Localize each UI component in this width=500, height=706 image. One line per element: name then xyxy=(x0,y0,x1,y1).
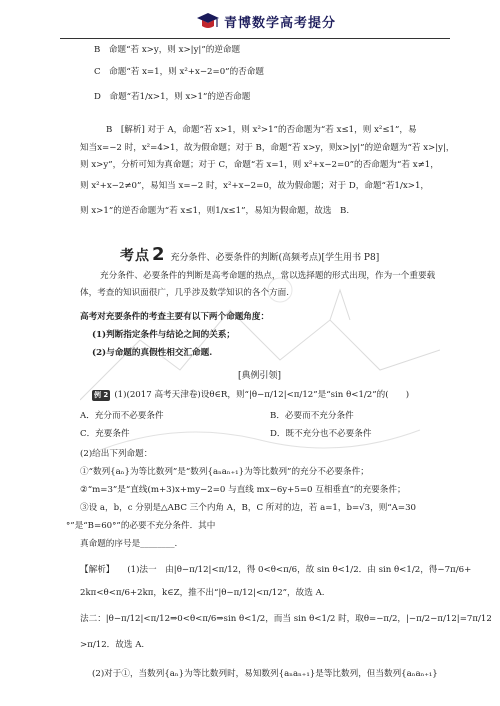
section-label: 考点 xyxy=(120,248,150,264)
choice-a: A．充分而不必要条件 xyxy=(80,411,164,421)
header-logo xyxy=(195,8,336,34)
choice-c: C．充要条件 xyxy=(80,429,130,439)
angle-2: (2)与命题的真假性相交汇命题. xyxy=(92,348,213,358)
option-c-line: C 命题“若 x=1，则 x²+x−2=0”的否命题 xyxy=(94,67,264,77)
example-tab: [典例引领] xyxy=(238,371,282,381)
analysis-line-5: 则 x>1”的逆否命题为“若 x≤1，则1/x≤1”，易知为假命题，故选 B. xyxy=(80,206,350,216)
answer-blank: 真命题的序号是________. xyxy=(80,539,178,549)
analysis-line-2: 知当x=−2 时，x²=4>1，故为假命题；对于 B，命题“若 x>y，则x>|y|”的逆命题为“若 x>|y|， xyxy=(80,143,455,153)
angles-heading: 高考对充要条件的考查主要有以下两个命题角度： xyxy=(80,312,270,322)
analysis-line-1: B [解析] 对于 A，命题“若 x>1，则 x²>1”的否命题为“若 x≤1，则 x²≤1”，易 xyxy=(106,125,417,135)
graduation-cap-icon xyxy=(195,8,221,34)
analysis-line-3: 则 x>y”，分析可知为真命题；对于 C，命题“若 x=1，则 x²+x−2=0”的否命题为“若 x≠1， xyxy=(80,160,439,170)
intro-line-1: 充分条件、必要条件的判断是高考命题的热点，常以选择题的形式出现，作为一个重要载 xyxy=(100,271,436,281)
question-2-intro: (2)给出下列命题： xyxy=(80,449,153,459)
section-number: 2 xyxy=(152,244,165,265)
statement-3-cont: °”是“B=60°”的必要不充分条件．其中 xyxy=(66,521,216,531)
solution-line-3: 法二：|θ−π/12|<π/12⇒0<θ<π/6⇒sin θ<1/2，而当 sin θ<1/2 时，取θ=−π/2，|−π/2−π/12|=7π/12 xyxy=(80,614,492,624)
landscape-watermark xyxy=(80,250,440,480)
section-desc: 充分条件、必要条件的判断(高频考点)[学生用书 P8] xyxy=(170,253,380,263)
statement-2: ②“m=3”是“直线(m+3)x+my−2=0 与直线 mx−6y+5=0 互相垂直”的充要条件； xyxy=(80,485,406,495)
option-b-line: B 命题“若 x>y，则 x>|y|”的逆命题 xyxy=(94,45,241,55)
example-badge: 例 2 xyxy=(94,391,109,399)
header-rule xyxy=(60,38,450,39)
choice-d: D．既不充分也不必要条件 xyxy=(270,429,372,439)
solution-line-4: >π/12．故选 A. xyxy=(80,640,145,650)
intro-line-2: 体，考查的知识面很广，几乎涉及数学知识的各个方面. xyxy=(80,288,289,298)
option-d-line: D 命题“若1/x>1，则 x>1”的逆否命题 xyxy=(94,92,251,102)
statement-3: ③设 a，b，c 分别是△ABC 三个内角 A，B，C 所对的边，若 a=1，b=√3，则“A=30 xyxy=(80,503,417,513)
analysis-line-4: 则 x²+x−2≠0”，易知当 x=−2 时，x²+x−2=0，故为假命题；对于 D，命题“若1/x>1， xyxy=(80,181,430,191)
solution-line-1: 【解析】 (1)法一 由|θ−π/12|<π/12，得 0<θ<π/6，故 sin θ<1/2．由 sin θ<1/2，得−7π/6+ xyxy=(80,565,472,575)
choice-b: B．必要而不充分条件 xyxy=(270,411,354,421)
statement-1: ①“数列{aₙ}为等比数列”是“数列{aₙaₙ₊₁}为等比数列”的充分不必要条件； xyxy=(80,467,369,477)
solution-line-2: 2kπ<θ<π/6+2kπ，k∈Z，推不出“|θ−π/12|<π/12”，故选 A. xyxy=(80,588,325,598)
logo-text: 青博数学高考提分 xyxy=(224,15,337,31)
section-heading xyxy=(120,244,379,265)
solution-line-5: (2)对于①，当数列{aₙ}为等比数列时，易知数列{aₙaₙ₊₁}是等比数列，但当数列{aₙaₙ₊₁} xyxy=(92,669,438,679)
example-question-1: 例 2 (1)(2017 高考天津卷)设θ∈R，则“|θ−π/12|<π/12”是“sin θ<1/2”的( ) xyxy=(94,390,410,400)
angle-1: (1)判断指定条件与结论之间的关系； xyxy=(92,330,236,340)
